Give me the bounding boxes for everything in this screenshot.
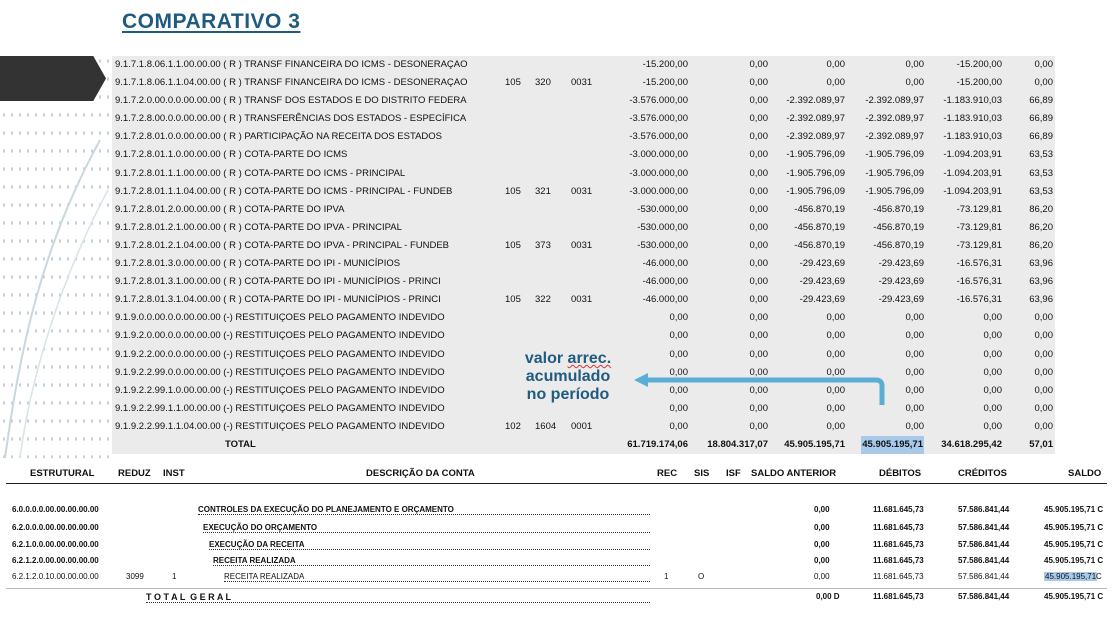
cell-v2: 0,00 [749, 185, 768, 197]
cell-v5: 0,00 [983, 330, 1002, 342]
cell-v4: -1.905.796,09 [865, 185, 924, 197]
cell-v3: -29.423,69 [799, 276, 845, 288]
table-row [112, 56, 1055, 74]
cell-estrutural: 6.2.0.0.0.00.00.00.00.00 [12, 523, 99, 532]
cell-creditos: 57.586.841,44 [958, 572, 1010, 581]
cell-saldo-anterior: 0,00 [814, 523, 830, 532]
cell-v2: 0,00 [749, 239, 768, 251]
cell-v5: -1.094.203,91 [943, 149, 1002, 161]
cell-v6: 0,00 [1034, 59, 1053, 70]
col-header-inst: INST [163, 468, 185, 479]
cell-creditos: 57.586.841,44 [958, 556, 1010, 565]
report-section [0, 460, 1113, 624]
cell-desc: 9.1.9.2.2.99.1.0.00.00.00 (-) RESTITUIÇOES PELO PAGAMENTO INDEVIDO [115, 384, 445, 396]
col-header-debitos: DÉBITOS [879, 468, 922, 479]
cell-desc: 9.1.7.2.8.01.1.1.00.00.00 ( R ) COTA-PARTE DO ICMS - PRINCIPAL [115, 167, 406, 179]
cell-v4: -456.870,19 [873, 203, 924, 215]
cell-v2: 0,00 [749, 95, 768, 107]
cell-v2: 0,00 [749, 77, 768, 89]
cell-v6: 0,00 [1034, 384, 1053, 396]
table-row [112, 128, 1055, 146]
cell-v1: 0,00 [669, 402, 688, 414]
cell-saldo-suffix: C [1096, 572, 1102, 581]
cell-v2: 0,00 [749, 420, 768, 432]
cell-descricao: RECEITA REALIZADA [213, 556, 650, 566]
cell-v1: 0,00 [669, 420, 688, 432]
cell-v1: -3.576.000,00 [629, 131, 688, 143]
cell-debitos: 11.681.645,73 [873, 556, 924, 565]
cell-c: 0031 [571, 185, 593, 197]
cell-v4: 0,00 [905, 77, 924, 89]
cell-estrutural: 6.0.0.0.0.00.00.00.00.00 [12, 505, 99, 514]
table-row [112, 255, 1055, 273]
cell-creditos: 57.586.841,44 [958, 523, 1010, 532]
total-geral-label: T O T A L G E R A L [146, 592, 650, 603]
cell-v3: -2.392.089,97 [786, 95, 845, 107]
cell-v4: 0,00 [905, 312, 924, 324]
cell-v6: 86,20 [1029, 221, 1053, 233]
table-row [112, 273, 1055, 291]
total-v4: 45.905.195,71 [861, 436, 924, 454]
cell-desc: 9.1.7.2.8.01.2.1.00.00.00 ( R ) COTA-PARTE DO IPVA - PRINCIPAL [115, 221, 402, 233]
cell-v2: 0,00 [749, 276, 768, 288]
cell-desc: 9.1.7.1.8.06.1.1.04.00.00 ( R ) TRANSF FINANCEIRA DO ICMS - DESONERAÇAO [115, 77, 468, 89]
cell-v4: -29.423,69 [878, 294, 924, 306]
cell-v3: -456.870,19 [794, 221, 845, 233]
cell-b: 1604 [535, 420, 557, 432]
cell-b: 322 [535, 294, 551, 306]
cell-debitos: 11.681.645,73 [873, 523, 924, 532]
cell-v1: -530.000,00 [637, 239, 688, 251]
cell-v1: 0,00 [669, 366, 688, 378]
cell-v6: 66,89 [1029, 131, 1053, 143]
table-row [112, 327, 1055, 345]
cell-v5: -1.094.203,91 [943, 167, 1002, 179]
cell-desc: 9.1.9.0.0.00.0.0.00.00.00 (-) RESTITUIÇOES PELO PAGAMENTO INDEVIDO [115, 312, 445, 324]
total-geral-saldo-anterior: 0,00 D [816, 592, 840, 601]
cell-v3: -1.905.796,09 [786, 149, 845, 161]
cell-c: 0031 [571, 294, 593, 306]
cell-v5: -15.200,00 [956, 59, 1002, 70]
cell-a: 105 [505, 185, 521, 197]
slide-arrow-tab [0, 56, 106, 101]
cell-v5: -73.129,81 [956, 221, 1002, 233]
cell-v5: -1.094.203,91 [943, 185, 1002, 197]
col-header-isf: ISF [726, 468, 741, 479]
cell-v5: 0,00 [983, 402, 1002, 414]
cell-v2: 0,00 [749, 221, 768, 233]
cell-desc: 9.1.7.2.0.00.0.0.00.00.00 ( R ) TRANSF DOS ESTADOS E DO DISTRITO FEDERA [115, 95, 467, 107]
cell-v1: 0,00 [669, 348, 688, 360]
table-row [112, 110, 1055, 128]
cell-debitos: 11.681.645,73 [873, 540, 924, 549]
cell-v5: -16.576,31 [956, 294, 1002, 306]
cell-v6: 0,00 [1034, 366, 1053, 378]
table-row [112, 219, 1055, 237]
cell-desc: 9.1.9.2.0.00.0.0.00.00.00 (-) RESTITUIÇOES PELO PAGAMENTO INDEVIDO [115, 330, 445, 342]
cell-desc: 9.1.7.2.8.01.0.0.00.00.00 ( R ) PARTICIPAÇÃO NA RECEITA DOS ESTADOS [115, 131, 442, 143]
cell-saldo: 45.905.195,71 C [1044, 505, 1104, 514]
cell-sis: O [698, 572, 705, 581]
cell-desc: 9.1.7.2.8.01.3.1.04.00.00 ( R ) COTA-PARTE DO IPI - MUNICÍPIOS - PRINCI [115, 294, 441, 306]
cell-v1: -530.000,00 [637, 203, 688, 215]
annotation-line: no período [526, 386, 610, 403]
cell-v4: 0,00 [905, 348, 924, 360]
cell-v3: 0,00 [826, 312, 845, 324]
cell-v3: -1.905.796,09 [786, 185, 845, 197]
cell-v5: 0,00 [983, 420, 1002, 432]
cell-v2: 0,00 [749, 113, 768, 125]
total-v1: 61.719.174,06 [627, 438, 688, 450]
table-row [112, 291, 1055, 309]
cell-v2: 0,00 [749, 149, 768, 161]
col-header-estrutural: ESTRUTURAL [30, 468, 95, 479]
slide-title: COMPARATIVO 3 [122, 10, 301, 33]
cell-v6: 86,20 [1029, 203, 1053, 215]
cell-v4: 0,00 [905, 59, 924, 70]
cell-desc: 9.1.9.2.2.00.0.0.00.00.00 (-) RESTITUIÇOES PELO PAGAMENTO INDEVIDO [115, 348, 445, 360]
cell-v1: -3.576.000,00 [629, 113, 688, 125]
cell-v1: -46.000,00 [642, 294, 688, 306]
cell-v6: 0,00 [1034, 77, 1053, 89]
cell-desc: 9.1.7.2.8.01.3.0.00.00.00 ( R ) COTA-PARTE DO IPI - MUNICÍPIOS [115, 258, 401, 270]
cell-v6: 63,53 [1029, 167, 1053, 179]
cell-saldo: 45.905.195,71 C [1044, 556, 1104, 565]
cell-v1: -3.000.000,00 [629, 185, 688, 197]
cell-v6: 0,00 [1034, 402, 1053, 414]
cell-inst: 1 [172, 572, 177, 581]
cell-estrutural: 6.2.1.2.0.10.00.00.00.00 [12, 572, 99, 581]
cell-v1: -15.200,00 [642, 77, 688, 89]
cell-v4: -29.423,69 [878, 276, 924, 288]
total-geral-creditos: 57.586.841,44 [958, 592, 1010, 601]
cell-v3: 0,00 [826, 366, 845, 378]
total-v2: 18.804.317,07 [707, 438, 768, 450]
cell-v2: 0,00 [749, 402, 768, 414]
cell-v2: 0,00 [749, 312, 768, 324]
cell-v1: -3.000.000,00 [629, 167, 688, 179]
col-header-descricao: DESCRIÇÃO DA CONTA [366, 468, 475, 479]
cell-v1: -3.576.000,00 [629, 95, 688, 107]
cell-descricao: EXECUÇÃO DO ORÇAMENTO [203, 523, 650, 533]
cell-v5: 0,00 [983, 384, 1002, 396]
cell-v5: -15.200,00 [956, 77, 1002, 89]
cell-saldo-anterior: 0,00 [814, 540, 830, 549]
cell-v3: -29.423,69 [799, 294, 845, 306]
cell-v1: -46.000,00 [642, 258, 688, 270]
footer-divider [6, 588, 1107, 589]
cell-a: 105 [505, 294, 521, 306]
cell-saldo-anterior: 0,00 [814, 505, 830, 514]
cell-desc: 9.1.7.2.8.01.3.1.00.00.00 ( R ) COTA-PARTE DO IPI - MUNICÍPIOS - PRINCI [115, 276, 441, 288]
cell-desc: 9.1.7.2.8.01.1.0.00.00.00 ( R ) COTA-PARTE DO ICMS [115, 149, 348, 161]
cell-v6: 63,96 [1029, 258, 1053, 270]
cell-v1: -3.000.000,00 [629, 149, 688, 161]
cell-v1: -530.000,00 [637, 221, 688, 233]
cell-v3: 0,00 [826, 420, 845, 432]
cell-v5: -1.183.910,03 [943, 113, 1002, 125]
cell-v4: 0,00 [905, 366, 924, 378]
cell-estrutural: 6.2.1.2.0.00.00.00.00.00 [12, 556, 99, 565]
cell-v4: -29.423,69 [878, 258, 924, 270]
cell-v1: -15.200,00 [642, 59, 688, 70]
annotation-word: valor [524, 350, 564, 367]
cell-rec: 1 [664, 572, 669, 581]
table-row [112, 165, 1055, 183]
cell-v6: 66,89 [1029, 95, 1053, 107]
col-header-creditos: CRÉDITOS [958, 468, 1007, 479]
cell-desc: 9.1.7.2.8.01.2.0.00.00.00 ( R ) COTA-PARTE DO IPVA [115, 203, 345, 215]
cell-v1: 0,00 [669, 312, 688, 324]
col-header-saldo-anterior: SALDO ANTERIOR [751, 468, 837, 479]
cell-desc: 9.1.9.2.2.99.1.1.00.00.00 (-) RESTITUIÇOES PELO PAGAMENTO INDEVIDO [115, 402, 445, 414]
cell-v6: 66,89 [1029, 113, 1053, 125]
total-label: TOTAL [225, 438, 256, 450]
cell-v5: -1.183.910,03 [943, 131, 1002, 143]
table-row [112, 418, 1055, 436]
cell-v4: -456.870,19 [873, 221, 924, 233]
cell-reduz: 3099 [126, 572, 144, 581]
cell-v6: 0,00 [1034, 312, 1053, 324]
cell-a: 105 [505, 77, 521, 89]
cell-desc: 9.1.7.2.8.00.0.0.00.00.00 ( R ) TRANSFERÊNCIAS DOS ESTADOS - ESPECÍFICA [115, 113, 467, 125]
cell-a: 105 [505, 239, 521, 251]
cell-a: 102 [505, 420, 521, 432]
cell-saldo-anterior: 0,00 [814, 572, 830, 581]
col-header-reduz: REDUZ [118, 468, 151, 479]
cell-descricao: EXECUÇÃO DA RECEITA [209, 540, 650, 550]
total-geral-saldo: 45.905.195,71 C [1044, 592, 1104, 601]
cell-v3: -456.870,19 [794, 239, 845, 251]
cell-desc: 9.1.7.2.8.01.2.1.04.00.00 ( R ) COTA-PARTE DO IPVA - PRINCIPAL - FUNDEB [115, 239, 450, 251]
table-row [112, 92, 1055, 110]
cell-v1: 0,00 [669, 384, 688, 396]
cell-v5: -73.129,81 [956, 239, 1002, 251]
cell-v4: 0,00 [905, 384, 924, 396]
cell-v3: 0,00 [826, 384, 845, 396]
cell-b: 373 [535, 239, 551, 251]
cell-v4: 0,00 [905, 402, 924, 414]
cell-v6: 0,00 [1034, 348, 1053, 360]
cell-v5: -73.129,81 [956, 203, 1002, 215]
cell-v6: 0,00 [1034, 330, 1053, 342]
cell-desc: 9.1.9.2.2.99.1.1.04.00.00 (-) RESTITUIÇOES PELO PAGAMENTO INDEVIDO [115, 420, 445, 432]
cell-v5: -16.576,31 [956, 258, 1002, 270]
cell-v2: 0,00 [749, 167, 768, 179]
cell-debitos: 11.681.645,73 [873, 505, 924, 514]
table-row [112, 183, 1055, 201]
cell-debitos: 11.681.645,73 [873, 572, 924, 581]
cell-v3: -29.423,69 [799, 258, 845, 270]
cell-estrutural: 6.2.1.0.0.00.00.00.00.00 [12, 540, 99, 549]
cell-v3: 0,00 [826, 59, 845, 70]
cell-c: 0031 [571, 239, 593, 251]
cell-v2: 0,00 [749, 59, 768, 70]
total-row [112, 436, 1055, 454]
col-header-rec: REC [657, 468, 678, 479]
annotation-line: acumulado [525, 368, 611, 385]
cell-v3: -2.392.089,97 [786, 113, 845, 125]
cell-v1: 0,00 [669, 330, 688, 342]
cell-v2: 0,00 [749, 203, 768, 215]
cell-v3: -2.392.089,97 [786, 131, 845, 143]
cell-c: 0031 [571, 77, 593, 89]
cell-v3: 0,00 [826, 402, 845, 414]
cell-v4: -2.392.089,97 [865, 113, 924, 125]
cell-v5: 0,00 [983, 348, 1002, 360]
cell-v2: 0,00 [749, 330, 768, 342]
total-v6: 57,01 [1029, 438, 1053, 450]
cell-v2: 0,00 [749, 258, 768, 270]
cell-creditos: 57.586.841,44 [958, 505, 1010, 514]
cell-v4: -2.392.089,97 [865, 95, 924, 107]
cell-b: 320 [535, 77, 551, 89]
cell-descricao: RECEITA REALIZADA [224, 572, 650, 582]
total-v3: 45.905.195,71 [784, 438, 845, 450]
decorative-curve-icon [0, 100, 110, 458]
cell-v2: 0,00 [749, 348, 768, 360]
table-row [112, 237, 1055, 255]
cell-v4: -1.905.796,09 [865, 167, 924, 179]
cell-v6: 63,53 [1029, 149, 1053, 161]
cell-v3: -1.905.796,09 [786, 167, 845, 179]
cell-saldo: 45.905.195,71 C [1044, 540, 1104, 549]
cell-v6: 86,20 [1029, 239, 1053, 251]
cell-v4: -1.905.796,09 [865, 149, 924, 161]
table-row [112, 146, 1055, 164]
table-row [112, 74, 1055, 92]
cell-v4: 0,00 [905, 420, 924, 432]
cell-v3: -456.870,19 [794, 203, 845, 215]
cell-v6: 63,96 [1029, 294, 1053, 306]
annotation-arrow-icon [634, 370, 894, 410]
cell-saldo-anterior: 0,00 [814, 556, 830, 565]
cell-b: 321 [535, 185, 551, 197]
cell-desc: 9.1.9.2.2.99.0.0.00.00.00 (-) RESTITUIÇOES PELO PAGAMENTO INDEVIDO [115, 366, 445, 378]
cell-desc: 9.1.7.2.8.01.1.1.04.00.00 ( R ) COTA-PARTE DO ICMS - PRINCIPAL - FUNDEB [115, 185, 453, 197]
annotation-text [505, 350, 631, 404]
col-header-saldo: SALDO [1068, 468, 1102, 479]
col-header-sis: SIS [694, 468, 710, 479]
table-row [112, 309, 1055, 327]
table-row [112, 201, 1055, 219]
cell-v3: 0,00 [826, 77, 845, 89]
cell-descricao: CONTROLES DA EXECUÇÃO DO PLANEJAMENTO E ORÇAMENTO [198, 505, 650, 515]
cell-v1: -46.000,00 [642, 276, 688, 288]
cell-v5: -1.183.910,03 [943, 95, 1002, 107]
cell-v2: 0,00 [749, 131, 768, 143]
cell-v5: -16.576,31 [956, 276, 1002, 288]
cell-v2: 0,00 [749, 384, 768, 396]
cell-v6: 0,00 [1034, 420, 1053, 432]
annotation-word-underlined: arrec. [567, 350, 612, 367]
cell-v6: 63,96 [1029, 276, 1053, 288]
cell-v6: 63,53 [1029, 185, 1053, 197]
cell-desc: 9.1.7.1.8.06.1.1.00.00.00 ( R ) TRANSF FINANCEIRA DO ICMS - DESONERAÇAO [115, 59, 468, 70]
cell-v2: 0,00 [749, 294, 768, 306]
cell-saldo: 45.905.195,71 C [1044, 523, 1104, 532]
cell-v4: -456.870,19 [873, 239, 924, 251]
cell-saldo: 45.905.195,71 [1045, 572, 1097, 581]
cell-v5: 0,00 [983, 366, 1002, 378]
cell-v4: 0,00 [905, 330, 924, 342]
cell-v3: 0,00 [826, 348, 845, 360]
total-geral-debitos: 11.681.645,73 [873, 592, 924, 601]
cell-creditos: 57.586.841,44 [958, 540, 1010, 549]
cell-v5: 0,00 [983, 312, 1002, 324]
cell-c: 0001 [571, 420, 593, 432]
cell-v2: 0,00 [749, 366, 768, 378]
total-v5: 34.618.295,42 [941, 438, 1002, 450]
cell-v3: 0,00 [826, 330, 845, 342]
header-divider [6, 483, 1107, 484]
cell-v4: -2.392.089,97 [865, 131, 924, 143]
